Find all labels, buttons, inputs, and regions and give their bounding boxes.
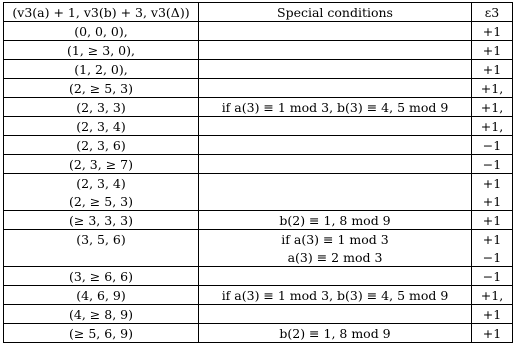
condition-cell xyxy=(199,136,472,155)
tuple-cell: (4, 6, 9) xyxy=(4,286,199,305)
tuple-cell xyxy=(4,248,199,267)
condition-cell xyxy=(199,41,472,60)
table-row xyxy=(4,117,513,136)
epsilon-cell: −1 xyxy=(472,267,513,286)
table-row xyxy=(4,324,513,343)
header-tuple: (v3(a) + 1, v3(b) + 3, v3(Δ)) xyxy=(4,3,199,22)
tuple-cell: (2, 3, 4) xyxy=(4,174,199,193)
tuple-cell: (3, 5, 6) xyxy=(4,230,199,249)
table-row xyxy=(4,248,513,267)
condition-cell: b(2) ≡ 1, 8 mod 9 xyxy=(199,324,472,343)
condition-cell xyxy=(199,305,472,324)
condition-cell xyxy=(199,155,472,174)
condition-cell: if a(3) ≡ 1 mod 3, b(3) ≡ 4, 5 mod 9 xyxy=(199,286,472,305)
condition-cell xyxy=(199,60,472,79)
epsilon-cell: +1 xyxy=(472,60,513,79)
header-epsilon: ε3 xyxy=(472,3,513,22)
table-row xyxy=(4,211,513,230)
condition-cell xyxy=(199,192,472,211)
table-row xyxy=(4,155,513,174)
table-row xyxy=(4,286,513,305)
tuple-cell: (≥ 5, 6, 9) xyxy=(4,324,199,343)
epsilon-cell: +1 xyxy=(472,324,513,343)
tuple-cell: (2, ≥ 5, 3) xyxy=(4,79,199,98)
epsilon-cell: +1, xyxy=(472,98,513,117)
table-row xyxy=(4,192,513,211)
epsilon-cell: +1, xyxy=(472,286,513,305)
epsilon-cell: +1, xyxy=(472,117,513,136)
table-row xyxy=(4,98,513,117)
tuple-cell: (1, 2, 0), xyxy=(4,60,199,79)
condition-cell xyxy=(199,267,472,286)
tuple-cell: (2, ≥ 5, 3) xyxy=(4,192,199,211)
epsilon-cell: −1 xyxy=(472,155,513,174)
epsilon-cell: +1 xyxy=(472,41,513,60)
header-conditions: Special conditions xyxy=(199,3,472,22)
tuple-cell: (2, 3, 3) xyxy=(4,98,199,117)
table-row xyxy=(4,305,513,324)
epsilon-cell: +1, xyxy=(472,79,513,98)
condition-cell: a(3) ≡ 2 mod 3 xyxy=(199,248,472,267)
condition-cell xyxy=(199,22,472,41)
table-row xyxy=(4,41,513,60)
conditions-table xyxy=(3,2,513,343)
condition-cell: if a(3) ≡ 1 mod 3, b(3) ≡ 4, 5 mod 9 xyxy=(199,98,472,117)
condition-cell xyxy=(199,174,472,193)
header-row xyxy=(4,3,513,22)
condition-cell: b(2) ≡ 1, 8 mod 9 xyxy=(199,211,472,230)
tuple-cell: (3, ≥ 6, 6) xyxy=(4,267,199,286)
tuple-cell: (2, 3, 6) xyxy=(4,136,199,155)
tuple-cell: (1, ≥ 3, 0), xyxy=(4,41,199,60)
epsilon-cell: +1 xyxy=(472,230,513,249)
table-row xyxy=(4,136,513,155)
epsilon-cell: −1 xyxy=(472,248,513,267)
table-row xyxy=(4,79,513,98)
epsilon-cell: +1 xyxy=(472,305,513,324)
epsilon-cell: −1 xyxy=(472,136,513,155)
table-row xyxy=(4,22,513,41)
tuple-cell: (2, 3, 4) xyxy=(4,117,199,136)
tuple-cell: (0, 0, 0), xyxy=(4,22,199,41)
condition-cell: if a(3) ≡ 1 mod 3 xyxy=(199,230,472,249)
condition-cell xyxy=(199,117,472,136)
tuple-cell: (4, ≥ 8, 9) xyxy=(4,305,199,324)
table-row xyxy=(4,60,513,79)
epsilon-cell: +1 xyxy=(472,211,513,230)
table-row xyxy=(4,230,513,249)
table-row xyxy=(4,174,513,193)
condition-cell xyxy=(199,79,472,98)
epsilon-cell: +1 xyxy=(472,192,513,211)
epsilon-cell: +1 xyxy=(472,22,513,41)
tuple-cell: (≥ 3, 3, 3) xyxy=(4,211,199,230)
epsilon-cell: +1 xyxy=(472,174,513,193)
tuple-cell: (2, 3, ≥ 7) xyxy=(4,155,199,174)
table-row xyxy=(4,267,513,286)
